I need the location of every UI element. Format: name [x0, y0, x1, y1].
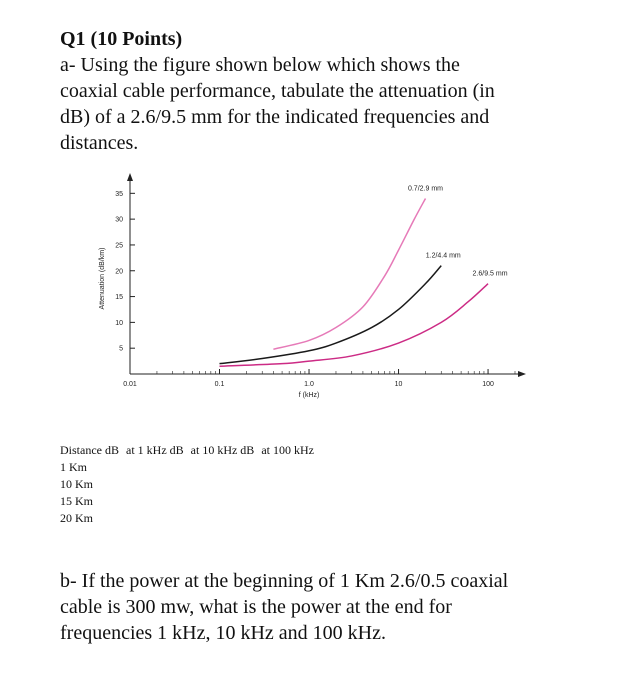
part-a-text	[60, 52, 560, 156]
chart-series	[220, 198, 489, 366]
y-tick-label: 30	[115, 216, 123, 224]
table-row: 10 Km	[60, 477, 93, 491]
table-header-row	[60, 442, 318, 459]
y-tick-label: 35	[115, 190, 123, 198]
part-b-line: b- If the power at the beginning of 1 Km 2.6/0.5 coaxial	[60, 570, 509, 592]
y-tick-label: 25	[115, 242, 123, 250]
table-header: at 100 kHz	[261, 443, 314, 457]
table-row: 15 Km	[60, 494, 93, 508]
x-tick-label: 0.1	[214, 381, 225, 388]
y-axis-label: Attenuation (dB/km)	[99, 247, 106, 310]
attenuation-table	[60, 442, 318, 527]
y-tick-label: 20	[115, 268, 123, 276]
x-axis-label: f (kHz)	[298, 392, 320, 399]
y-tick-label: 15	[115, 294, 123, 302]
series-line	[220, 284, 489, 367]
y-axis-arrow	[127, 173, 133, 181]
series-line	[220, 266, 442, 364]
part-b-line: cable is 300 mw, what is the power at the end for	[60, 596, 452, 618]
part-b-text	[60, 568, 560, 646]
question-title: Q1 (10 Points)	[60, 28, 183, 50]
series-label: 2.6/9.5 mm	[472, 270, 508, 278]
series-label: 1.2/4.4 mm	[425, 252, 461, 260]
chart-ticks	[115, 191, 515, 388]
x-tick-label: 0.01	[123, 381, 137, 388]
part-a-line: a- Using the figure shown below which shows the	[60, 54, 460, 76]
part-a-line: coaxial cable performance, tabulate the attenuation (in	[60, 80, 495, 102]
part-b-line: frequencies 1 kHz, 10 kHz and 100 kHz.	[60, 622, 387, 644]
table-row: 1 Km	[60, 460, 87, 474]
x-axis-arrow	[518, 371, 526, 377]
x-tick-label: 100	[482, 381, 494, 388]
x-tick-label: 1.0	[304, 381, 314, 388]
table-header: Distance dB	[60, 443, 119, 457]
x-tick-label: 10	[394, 381, 403, 388]
table-header: at 10 kHz dB	[190, 443, 255, 457]
part-a-line: dB) of a 2.6/9.5 mm for the indicated frequencies and	[60, 106, 490, 128]
chart-labels	[99, 185, 508, 399]
table-row: 20 Km	[60, 511, 93, 525]
attenuation-chart	[90, 168, 530, 408]
series-line	[273, 198, 425, 349]
table-header: at 1 kHz dB	[126, 443, 184, 457]
y-tick-label: 5	[119, 345, 123, 353]
y-tick-label: 10	[115, 319, 123, 327]
series-label: 0.7/2.9 mm	[407, 185, 443, 193]
part-a-line: distances.	[60, 132, 139, 154]
